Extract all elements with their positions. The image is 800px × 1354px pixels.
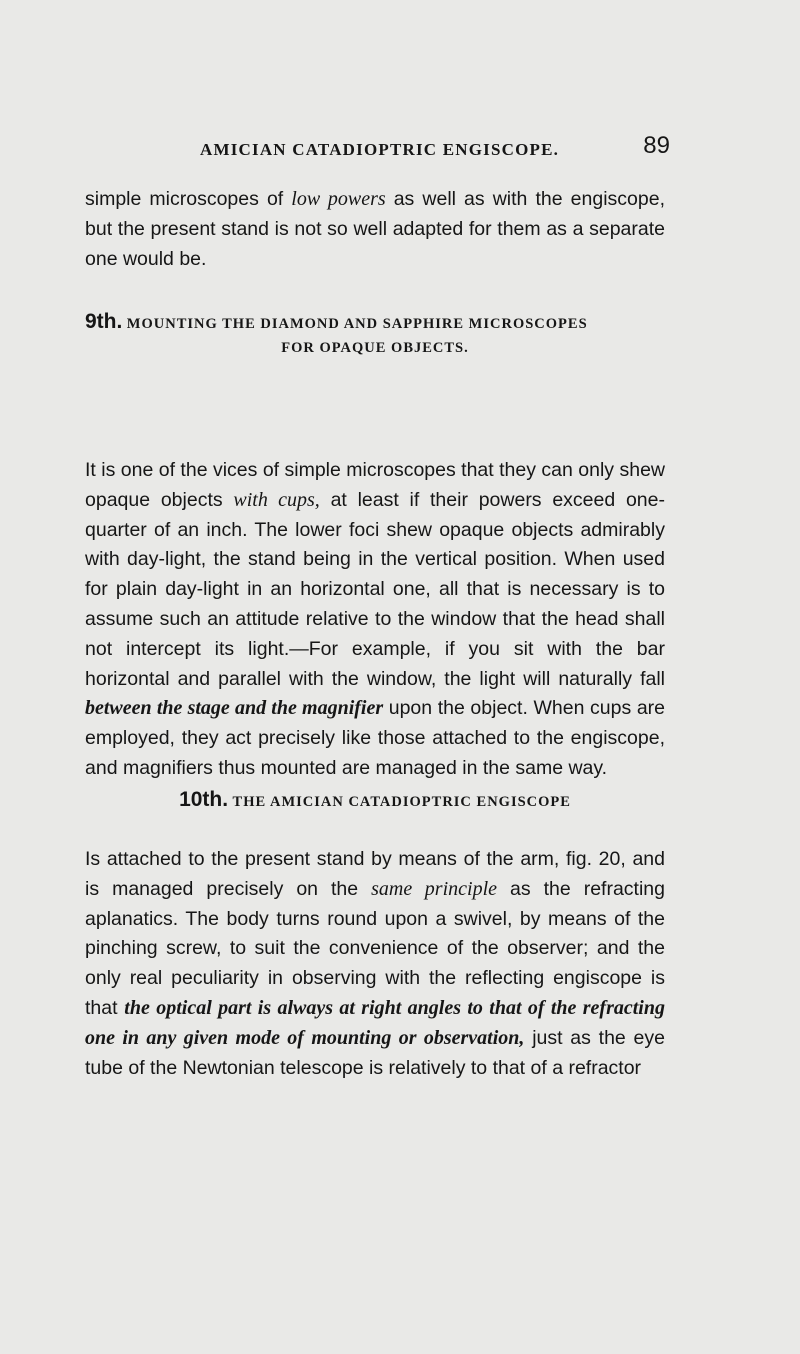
text-run: Is attached to the present stand by means of the arm, fig. 20, and is managed precisely on the [85, 848, 665, 900]
page-number: 89 [643, 132, 670, 159]
text-run: as well as with the engiscope, but the present stand is not so well adapted for them as a separate one would be. [85, 188, 665, 270]
text-run: It is one of the vices of simple microscopes that they can only shew opaque objects [85, 459, 665, 511]
section-heading-9th [85, 310, 665, 357]
page-header [85, 132, 670, 164]
section-title-continued: FOR OPAQUE OBJECTS. [281, 340, 469, 356]
section-title: THE AMICIAN CATADIOPTRIC ENGISCOPE [232, 794, 571, 810]
running-title: AMICIAN CATADIOPTRIC ENGISCOPE. [200, 140, 560, 159]
bold-italic-text: the optical part is always at right angles to that of the refracting one in any given mode of mounting or observation, [85, 996, 665, 1049]
italic-text: low powers [291, 188, 386, 210]
paragraph-low-powers [85, 185, 665, 274]
section-number: 9th. [85, 310, 123, 333]
text-run: just as the eye tube of the Newtonian telescope is relatively to that of a refractor [85, 1026, 665, 1079]
italic-text: same principle [371, 877, 498, 900]
text-run: upon the object. When cups are employed, they act precisely like those attached to the engiscope, and magnifiers thus mounted are managed in the same way. [85, 697, 666, 779]
section-number: 10th. [179, 788, 229, 811]
paragraph-catadioptric [85, 845, 665, 1083]
heading-line [85, 310, 665, 334]
italic-text: with cups, [233, 488, 320, 511]
paragraph-opaque-objects [85, 456, 665, 784]
bold-italic-text: between the stage and the magnifier [85, 697, 384, 720]
text-run: simple microscopes of [85, 188, 292, 210]
text-run: as the refracting aplanatics. The body turns round upon a swivel, by means of the pinching screw, to suit the convenience of the observer; and the only real peculiarity in observing with the reflecting engiscope is that [85, 877, 665, 1019]
section-title: MOUNTING THE DIAMOND AND SAPPHIRE MICROSCOPES [126, 316, 588, 332]
section-heading-10th [85, 788, 665, 812]
text-run: at least if their powers exceed one-quarter of an inch. The lower foci shew opaque objects admirably with day-light, the stand being in the vertical position. When used for plain day-light in an horizontal one, all that is necessary is to assume such an attitude relative to the window that the head shall not intercept its light.—For example, if you sit with the bar horizontal and parallel with the window, the light will naturally fall [85, 488, 665, 690]
